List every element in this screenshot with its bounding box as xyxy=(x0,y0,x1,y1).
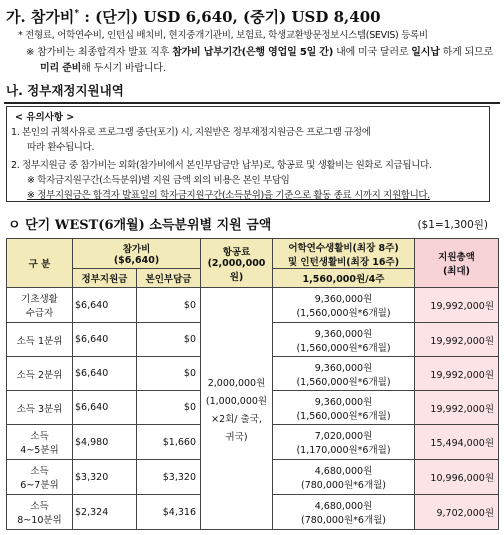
row-living: 7,020,000원 (1,170,000원*6개월) xyxy=(273,425,415,460)
section-fee xyxy=(6,4,500,77)
col-airfare: 항공료 (2,000,000원) xyxy=(201,239,273,288)
notice-line-4: ※ 정부지원금은 합격자 발표일의 학자금지원구간(소득분위)을 기준으로 활동 종료 시까지 지원합니다. xyxy=(27,190,430,201)
row-living: 9,360,000원 (1,560,000원*6개월) xyxy=(273,391,415,425)
notice-line-3: ※ 학자금지원구간(소득분위)별 지원 금액 외의 비용은 본인 부담임 xyxy=(27,175,290,186)
col-total: 지원총액 (최대) xyxy=(415,239,499,288)
support-table xyxy=(6,238,499,530)
fee-payment-note: ※ 참가비는 최종합격자 발표 직후 참가비 납부기간(은행 영업일 5일 간) 내에 미국 달러로 일시납 하게 되므로 미리 준비해 두시기 바랍니다. xyxy=(26,47,493,74)
row-self: $0 xyxy=(137,323,201,357)
row-category: 소득 4~5분위 xyxy=(7,425,73,460)
fee-heading: 가. 참가비* : (단기) USD 6,640, (중기) USD 8,400 xyxy=(6,8,381,26)
row-gov: $2,324 xyxy=(73,495,137,530)
exchange-rate: ($1=1,300원) xyxy=(417,219,488,231)
row-living: 4,680,000원 (780,000원*6개월) xyxy=(273,460,415,495)
row-total: 15,494,000원 xyxy=(415,425,499,460)
row-total: 19,992,000원 xyxy=(415,357,499,391)
row-self: $0 xyxy=(137,391,201,425)
row-self: $4,316 xyxy=(137,495,201,530)
row-total: 19,992,000원 xyxy=(415,323,499,357)
col-category: 구 분 xyxy=(7,239,73,288)
fee-note: * 전형료, 어학연수비, 인턴십 배치비, 현지중개기관비, 보험료, 학생교환방문정보시스템(SEVIS) 등록비 xyxy=(18,30,428,41)
col-fee: 참가비 ($6,640) xyxy=(73,239,201,269)
table-row xyxy=(7,288,499,323)
row-self: $0 xyxy=(137,357,201,391)
row-category: 기초생활 수급자 xyxy=(7,288,73,323)
row-gov: $6,640 xyxy=(73,288,137,323)
notice-box xyxy=(6,106,490,202)
row-self: $1,660 xyxy=(137,425,201,460)
col-living: 어학연수생활비(최장 8주) 및 인턴생활비(최장 16주) xyxy=(273,239,415,269)
col-self-pay: 본인부담금 xyxy=(137,269,201,288)
notice-line-2: 2. 정부지원금 중 참가비는 외화(참가비에서 본인부담금만 납부)로, 항공료 및 생활비는 원화로 지급됩니다. xyxy=(11,160,432,171)
col-gov-support: 정부지원금 xyxy=(73,269,137,288)
row-category: 소득 6~7분위 xyxy=(7,460,73,495)
row-gov: $6,640 xyxy=(73,323,137,357)
row-living: 9,360,000원 (1,560,000원*6개월) xyxy=(273,357,415,391)
notice-line-1: 1. 본인의 귀책사유로 프로그램 중단(포기) 시, 지원받은 정부재정지원금은 프로그램 규정에 xyxy=(11,127,371,138)
row-gov: $3,320 xyxy=(73,460,137,495)
notice-title: < 유의사항 > xyxy=(15,112,75,123)
row-category: 소득 2분위 xyxy=(7,357,73,391)
row-category: 소득 3분위 xyxy=(7,391,73,425)
notice-line-1b: 따라 환수됩니다. xyxy=(27,142,95,153)
gov-support-heading: 나. 정부재정지원내역 xyxy=(6,83,124,98)
row-living: 4,680,000원 (780,000원*6개월) xyxy=(273,495,415,530)
west-table-heading: ㅇ 단기 WEST(6개월) 소득분위별 지원 금액 xyxy=(8,218,272,233)
airfare-cell: 2,000,000원 (1,000,000원 ×2회/ 출국, 귀국) xyxy=(201,288,273,530)
row-total: 9,702,000원 xyxy=(415,495,499,530)
row-living: 9,360,000원 (1,560,000원*6개월) xyxy=(273,323,415,357)
row-category: 소득 1분위 xyxy=(7,323,73,357)
row-self: $0 xyxy=(137,288,201,323)
row-self: $3,320 xyxy=(137,460,201,495)
row-total: 19,992,000원 xyxy=(415,391,499,425)
row-gov: $6,640 xyxy=(73,357,137,391)
col-living-sub: 1,560,000원/4주 xyxy=(273,269,415,288)
row-gov: $6,640 xyxy=(73,391,137,425)
row-total: 10,996,000원 xyxy=(415,460,499,495)
row-category: 소득 8~10분위 xyxy=(7,495,73,530)
row-living: 9,360,000원 (1,560,000원*6개월) xyxy=(273,288,415,323)
row-total: 19,992,000원 xyxy=(415,288,499,323)
row-gov: $4,980 xyxy=(73,425,137,460)
gov-support-heading-bar xyxy=(4,80,500,104)
